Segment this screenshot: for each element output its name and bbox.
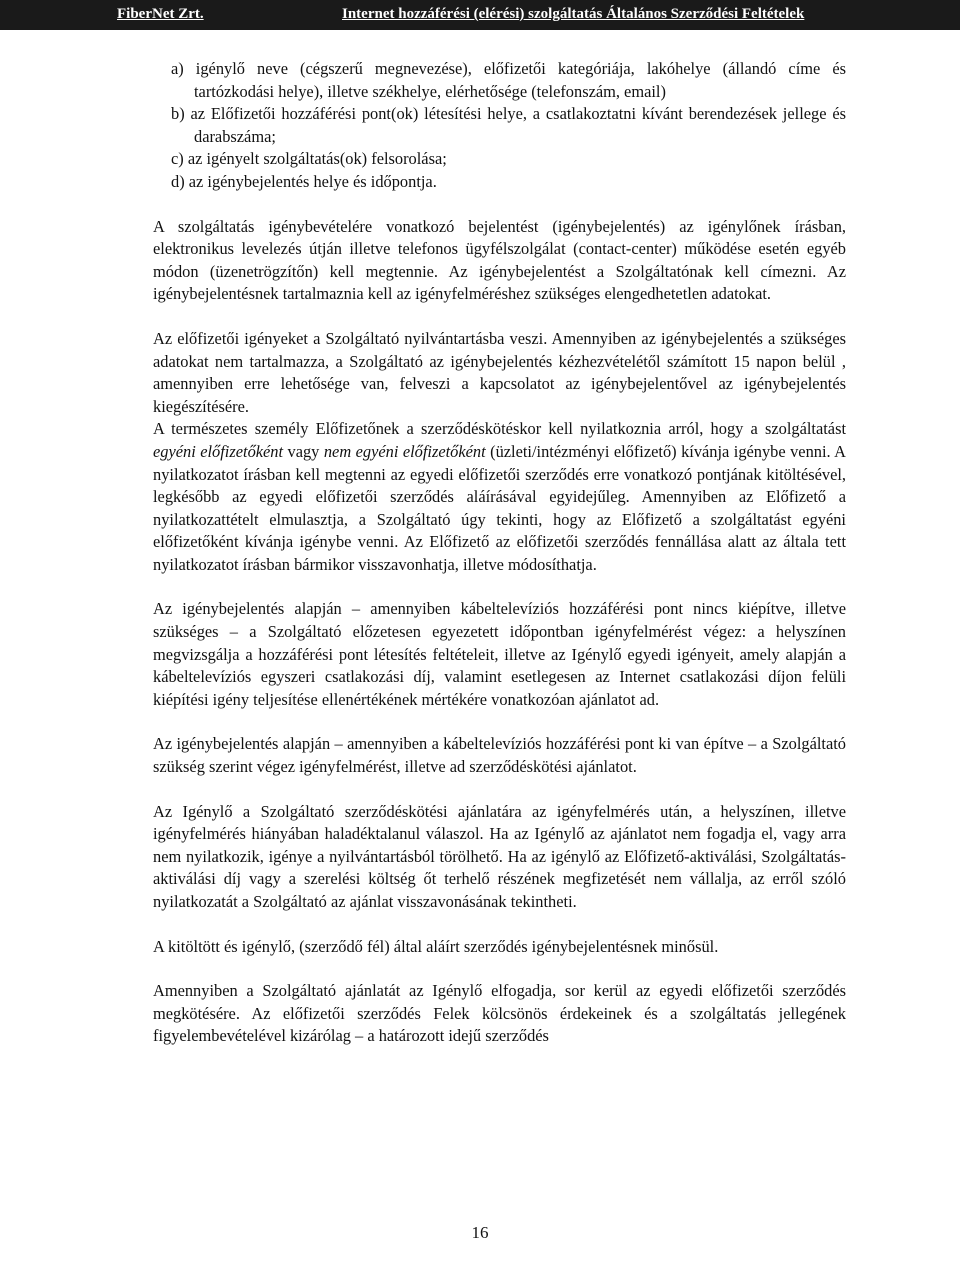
list-item: b) az Előfizetői hozzáférési pont(ok) létesítési helye, a csatlakoztatni kívánt berendezések jellege és darabszáma; [171,104,846,146]
document-body [153,58,846,1048]
paragraph: Az igénybejelentés alapján – amennyiben kábeltelevíziós hozzáférési pont nincs kiépítve, illetve szükséges – a Szolgáltató előzetesen egyezetett időpontban igényfelmérést végez: a helyszínen megvizsgálja a hozzáférési pont létesítés feltételeit, illetve az Igénylő egyedi igényeit, amely alapján a kábeltelevíziós egyszeri csatlakozási díj, valamint esetlegesen az Internet csatlakozási díjon felüli kiépítési igény teljesítése ellenértékének mértékére vonatkozóan ajánlatot ad. [153,599,846,709]
text-span: vagy [283,441,324,461]
company-name: FiberNet Zrt. [117,6,204,22]
emphasis: nem egyéni előfizetőként [323,441,486,461]
list-item: d) az igénybejelentés helye és időpontja. [171,171,437,191]
paragraph [153,418,846,576]
emphasis: egyéni előfizetőként [153,441,284,461]
text-span: A természetes személy Előfizetőnek a szerződéskötéskor kell nyilatkoznia arról, hogy a szolgáltatást [153,419,846,439]
paragraph: Amennyiben a Szolgáltató ajánlatát az Igénylő elfogadja, sor kerül az egyedi előfizetői szerződés megkötésére. Az előfizetői szerződés Felek kölcsönös érdekeinek és a szolgáltatás jellegének figyelembevételével kizárólag – a határozott idejű szerződés [153,981,846,1046]
paragraph: Az igénybejelentés alapján – amennyiben a kábeltelevíziós hozzáférési pont ki van építve – a Szolgáltató szükség szerint végez igényfelmérést, illetve ad szerződéskötési ajánlatot. [153,734,846,777]
page-number: 16 [471,1223,489,1242]
paragraph: Az előfizetői igényeket a Szolgáltató nyilvántartásba veszi. Amennyiben az igénybejelentés a szükséges adatokat nem tartalmazza, a Szolgáltató az igénybejelentés kézhezvételétől számított 15 napon belül , amennyiben erre lehetősége van, felveszi a kapcsolatot az igénybejelentővel az igénybejelentés kiegészítésére. [153,328,846,416]
paragraph: A kitöltött és igénylő, (szerződő fél) által aláírt szerződés igénybejelentésnek minősül. [153,936,719,956]
paragraph: Az Igénylő a Szolgáltató szerződéskötési ajánlatára az igényfelmérés után, a helyszínen, illetve igényfelmérés hiányában haladéktalanul válaszol. Ha az Igénylő az ajánlatot nem fogadja el, vagy arra nem nyilatkozik, igénye a nyilvántartásból törölhető. Ha az igénylő az Előfizető-aktiválási, Szolgáltatás-aktiválási díj vagy a szerelési költség őt terhelő részének megfizetését nem vállalja, az erről szóló nyilatkozatát a Szolgáltató az ajánlat visszavonásának tekintheti. [153,801,846,911]
list-item: c) az igényelt szolgáltatás(ok) felsorolása; [171,149,447,169]
text-span: (üzleti/intézményi előfizető) kívánja igénybe venni. A nyilatkozatot írásban kell megtenni az egyedi előfizetői szerződés erre vonatkozó pontjának kitöltésével, legkésőbb az egyedi előfizetői szerződés aláírásával egyidejűleg. Amennyiben az Előfizető a nyilatkozattételt elmulasztja, a Szolgáltató úgy tekinti, hogy az Előfizető a szolgáltatást egyéni előfizetőként kívánja igénybe venni. Az Előfizető az előfizetői szerződés fennállása alatt az általa tett nyilatkozatot írásban bármikor visszavonhatja, illetve módosíthatja. [153,441,847,574]
list-item: a) igénylő neve (cégszerű megnevezése), előfizetői kategóriája, lakóhelye (állandó címe és tartózkodási helye), illetve székhelye, elérhetősége (telefonszám, email) [171,59,846,101]
document-title: Internet hozzáférési (elérési) szolgáltatás Általános Szerződési Feltételek [342,6,805,22]
page-header [0,0,960,30]
paragraph: A szolgáltatás igénybevételére vonatkozó bejelentést (igénybejelentés) az igénylőnek írásban, elektronikus levelezés útján illetve telefonos ügyfélszolgálat (contact-center) működése esetén egyéb módon (üzenetrögzítőn) kell megtennie. Az igénybejelentést a Szolgáltatónak kell címezni. Az igénybejelentésnek tartalmaznia kell az igényfelméréshez szükséges elengedhetetlen adatokat. [153,216,846,304]
requirement-list [171,58,846,194]
